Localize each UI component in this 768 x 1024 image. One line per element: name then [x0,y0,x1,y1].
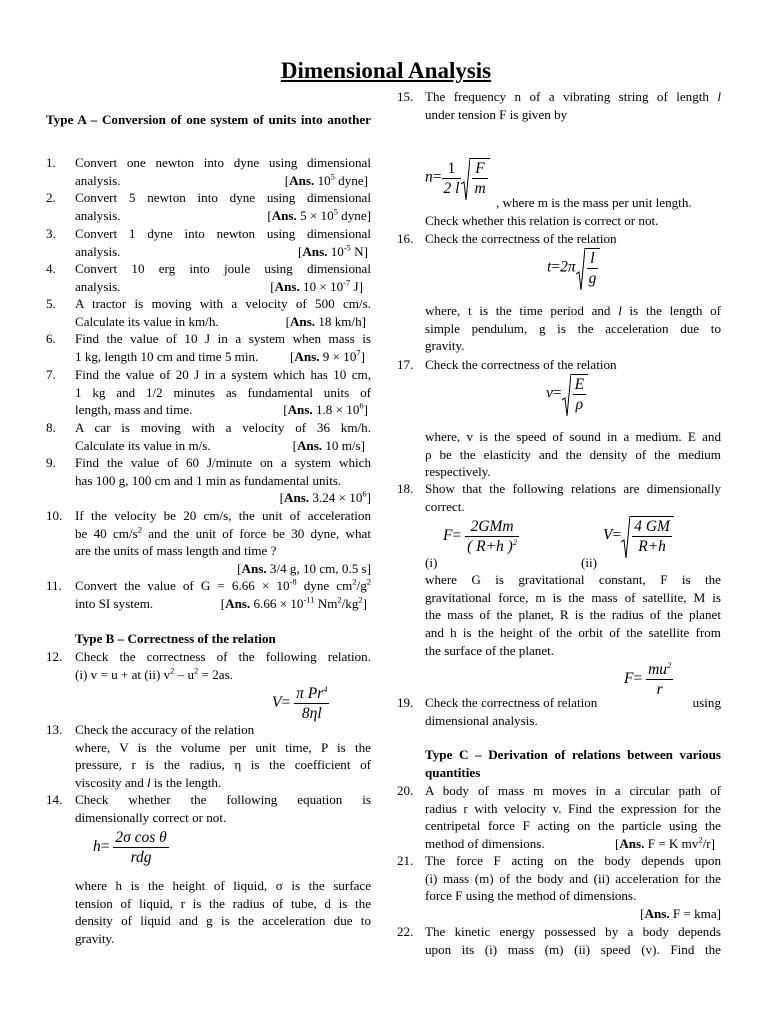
question-text: where h is the height of liquid, σ is the surface [75,878,371,893]
question-text: gravity. [425,338,465,354]
equation-lhs: V [603,526,613,544]
equation-lhs: t [547,258,552,276]
question-number: 2. [46,190,56,205]
answer: [Ans. $9 \times 10^7$] [290,347,365,364]
question-20 [397,782,721,854]
question-text: tension of liquid, r is the radius of tube, d is the [75,895,371,911]
equation-fraction: $\frac{mu^2}{r}$ [648,659,672,698]
equation-lhs: V [272,694,282,712]
question-number: 15. [397,89,414,104]
answer: [Ans. F = kma] [640,906,721,922]
question-text: simple pendulum, g is the acceleration due to [425,320,721,336]
question-text: Find the value of 60 J/minute on a system which [75,455,371,470]
question-text: and h is the height of the orbit of the satellite from [425,625,721,641]
question-text: centripetal force F acting on the particle using the [425,818,721,834]
question-text: Check the correctness of relation using [425,695,721,710]
question-number: 8. [46,420,56,435]
question-text: Show that the following relations are dimensionally [425,481,721,496]
equation-gravitational-force: F= $\frac{\text{2GMm}}{( R+h )^2}$ [443,518,518,555]
equation-lhs: v [546,384,553,402]
question-text: A body of mass m moves in a circular path of [425,783,721,798]
question-text: force F using the method of dimensions. [425,888,637,904]
question-2 [46,189,371,225]
question-text: respectively. [425,464,491,480]
question-text: Check the accuracy of the relation [75,722,255,737]
question-text: Check whether this relation is correct or not. [425,213,659,228]
question-text: Check whether the following equation is [75,792,371,807]
question-number: 16. [397,231,414,246]
question-text: analysis. [75,207,121,223]
question-number: 22. [397,924,414,939]
section-heading-type-b [75,630,371,648]
answer: [Ans. $6.66 \times 10^{-11}$ $Nm^2/kg^2$] [220,594,367,611]
question-21 [397,852,721,924]
question-text: the mass of the planet, R is the radius of the planet [425,607,721,623]
question-text: Convert one newton into dyne using dimensional [75,155,371,170]
question-text: dimensional analysis. [425,712,538,728]
question-text: Convert 10 erg into joule using dimensional [75,261,371,276]
question-number: 1. [46,155,56,170]
section-heading-type-c [425,746,721,781]
question-text: be 40 $cm/s^2$ and the unit of force be 30 dyne, what [75,524,371,541]
equation-lhs: n [425,168,433,186]
equation-lhs: F [624,670,634,688]
question-number: 19. [397,695,414,710]
question-text: ρ be the elasticity and the density of the medium [425,446,721,462]
question-text: Check the correctness of the following relation. [75,649,371,664]
heading-text: Type B – Correctness of the relation [75,631,276,646]
question-number: 10. [46,508,63,523]
question-number: 7. [46,367,56,382]
equation-label: (ii) [581,555,597,570]
equation-fraction: $\frac{\text{2GMm}}{( R+h )^2}$ [467,518,518,555]
question-9 [46,454,371,508]
question-text: , where m is the mass per unit length. [496,195,692,210]
equation-pendulum: t=2π $\frac{l}{g}$ [547,248,600,288]
question-text: length, mass and time. [75,402,193,418]
question-number: 6. [46,331,56,346]
question-text: where, V is the volume per unit time, P is the [75,739,371,755]
question-11 [46,577,371,613]
question-text: The frequency n of a vibrating string of length l [425,89,721,104]
question-1 [46,154,371,190]
answer: [Ans. $10^5$ dyne] [284,171,368,188]
question-text: correct. [425,498,465,514]
question-19 [397,694,721,730]
square-root-icon: $\frac{4 GM}{R+h}$ [621,516,674,556]
question-number: 21. [397,853,414,868]
question-text: method of dimensions. [425,836,545,852]
answer: [Ans. $3.24 \times 10^6$] [279,489,371,506]
question-text: Find the value of 20 J in a system which has 10 cm, [75,367,371,382]
question-7 [46,366,371,420]
page-title: Dimensional Analysis [280,58,492,83]
question-8 [46,419,371,455]
equation-capillary: h= $\frac{\text{2σ cos θ}}{\text{rdg}}$ [93,829,167,866]
question-number: 12. [46,649,63,664]
question-text: A tractor is moving with a velocity of 500 cm/s. [75,296,371,311]
equation-viscosity: V= $\frac{\pi Pr^4}{8\eta l}$ [272,683,328,722]
question-text: (i) mass (m) of the body and (ii) acceleration for the [425,870,721,886]
question-12 [46,648,371,684]
square-root-icon: $\frac{F}{m}$ [461,158,489,198]
heading-text: Type C – Derivation of relations between various quantities [425,747,721,780]
question-number: 13. [46,722,63,737]
answer: [Ans. 10 m/s] [292,437,365,453]
answer: [Ans. $10^{-5}$ N] [297,242,368,259]
equation-lhs: h [93,838,101,856]
square-root-icon: $\frac{E}{\rho}$ [562,374,588,414]
question-text: Convert 1 dyne into newton using dimensional [75,226,371,241]
question-3 [46,225,371,261]
question-text: dimensionally correct or not. [75,809,227,825]
question-6 [46,330,371,366]
square-root-icon: $\frac{l}{g}$ [576,248,601,288]
answer: [Ans. $1.8 \times 10^6$] [283,401,368,418]
question-number: 5. [46,296,56,311]
question-text: density of liquid and g is the acceleration due to [75,913,371,929]
question-text: If the velocity be 20 cm/s, the unit of acceleration [75,508,371,523]
question-text: The force F acting on the body depends upon [425,853,721,868]
question-text: 1 kg, length 10 cm and time 5 min. [75,348,259,364]
question-number: 4. [46,261,56,276]
question-17 [397,356,721,482]
equation-string-frequency: n= $\frac{1}{2 l}$ $\frac{F}{m}$ [425,158,490,198]
question-text: into SI system. [75,595,154,611]
question-22 [397,923,721,959]
question-text: analysis. [75,243,121,259]
equation-fraction: $\frac{\text{2σ cos θ}}{\text{rdg}}$ [115,829,167,866]
answer: [Ans. F = K $mv^2/r$] [614,834,715,852]
question-text: analysis. [75,278,121,294]
question-text: Calculate its value in m/s. [75,437,211,453]
question-number: 18. [397,481,414,496]
question-number: 17. [397,357,414,372]
question-text: has 100 g, 100 cm and 1 min as fundamental units. [75,472,342,488]
question-text: upon its (i) mass (m) (ii) speed (v). Find the [425,941,721,957]
question-18 [397,480,721,660]
question-text: (i) v = u + at (ii) $v^2 - u^2 = 2as$. [75,665,233,682]
question-text: analysis. [75,172,121,188]
answer: [Ans. $10 \times 10^{-7}$ J] [270,277,363,294]
question-number: 9. [46,455,56,470]
question-text: Convert 5 newton into dyne using dimensional [75,190,371,205]
question-text: the surface of the planet. [425,642,555,658]
question-text: where G is gravitational constant, F is the [425,572,721,587]
equation-sound-speed: v= $\frac{E}{\rho}$ [546,374,588,414]
question-16 [397,230,721,358]
question-text: are the units of mass length and time ? [75,543,277,559]
question-number: 14. [46,792,63,807]
question-14 [46,791,371,951]
question-text: Check the correctness of the relation [425,231,617,246]
section-heading-type-a [46,111,371,129]
question-10 [46,507,371,579]
question-text: Find the value of 10 J in a system when mass is [75,331,371,346]
question-text: gravitational force, m is the mass of satellite, M is [425,589,721,605]
answer: [Ans. $5 \times 10^5$ dyne] [267,206,371,223]
equation-fraction: $\frac{\pi Pr^4}{8\eta l}$ [296,683,328,722]
equation-lhs: F [443,527,453,545]
question-4 [46,260,371,296]
question-13 [46,721,371,793]
question-text: Calculate its value in km/h. [75,313,219,329]
equation-centripetal: F= $\frac{mu^2}{r}$ [624,659,672,698]
equation-orbital-velocity: V= $\frac{4 GM}{R+h}$ [603,516,674,556]
question-text: viscosity and l is the length. [75,775,222,791]
question-text: Convert the value of $G = 6.66 \times 10^{-8}$ dyne $cm^2/g^2$ [75,576,371,593]
equation-fraction: $\frac{1}{2 l}$ [443,159,460,197]
question-text: where, v is the speed of sound in a medium. E and [425,429,721,444]
question-number: 20. [397,783,414,798]
question-5 [46,295,371,331]
question-text: The kinetic energy possessed by a body depends [425,924,721,939]
question-text: pressure, r is the radius, η is the coefficient of [75,757,371,773]
answer: [Ans. 18 km/h] [285,313,366,329]
question-text: 1 kg and 1/2 minutes as fundamental units of [75,384,371,400]
question-number: 3. [46,226,56,241]
equation-label: (i) [425,555,438,570]
question-text: A car is moving with a velocity of 36 km/h. [75,420,371,435]
question-15 [397,88,721,233]
question-number: 11. [46,578,62,593]
question-text: under tension F is given by [425,106,568,122]
question-text: radius r with velocity v. Find the expression for the [425,800,721,816]
question-text: where, t is the time period and l is the length of [425,303,722,318]
answer: [Ans. 3/4 g, 10 cm, 0.5 s] [237,561,371,577]
question-text: gravity. [75,931,115,947]
heading-text: Type A – Conversion of one system of units into another [46,112,371,127]
question-text: Check the correctness of the relation [425,357,617,372]
